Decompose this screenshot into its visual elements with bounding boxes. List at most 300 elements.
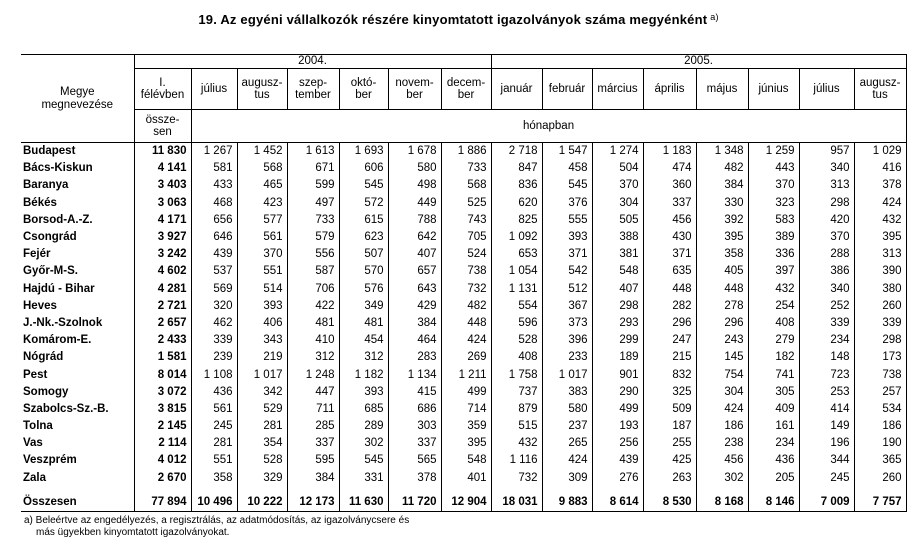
month-value: 448 [441, 315, 491, 332]
month-value: 1 452 [237, 143, 287, 161]
month-value: 390 [854, 263, 906, 280]
month-value: 1 017 [542, 366, 592, 383]
month-value: 596 [491, 315, 542, 332]
month-total: 8 146 [748, 487, 799, 512]
month-value: 1 054 [491, 263, 542, 280]
month-value: 514 [237, 281, 287, 298]
month-value: 337 [287, 435, 339, 452]
county-name: Budapest [23, 145, 76, 158]
month-value: 548 [592, 263, 643, 280]
month-value: 1 248 [287, 366, 339, 383]
county-name: Szabolcs-Sz.-B. [23, 402, 109, 415]
month-value: 439 [592, 452, 643, 469]
month-value: 309 [542, 470, 592, 487]
month-value: 1 758 [491, 366, 542, 383]
month-value: 576 [339, 281, 388, 298]
month-value: 302 [339, 435, 388, 452]
month-value: 741 [748, 366, 799, 383]
month-value: 524 [441, 246, 491, 263]
month-value: 253 [799, 384, 854, 401]
table-row [21, 263, 906, 280]
month-value: 534 [854, 401, 906, 418]
county-name: Fejér [23, 248, 51, 261]
month-value: 296 [696, 315, 748, 332]
month-value: 481 [287, 315, 339, 332]
county-name: Csongrád [23, 231, 77, 244]
county-name: Baranya [23, 179, 69, 192]
month-value: 705 [441, 229, 491, 246]
month-value: 577 [237, 212, 287, 229]
half-year-total: 3 072 [134, 384, 191, 401]
half-year-total: 3 927 [134, 229, 191, 246]
month-value: 260 [854, 470, 906, 487]
month-value: 499 [441, 384, 491, 401]
month-header [799, 69, 854, 110]
month-total: 7 757 [854, 487, 906, 512]
month-value: 711 [287, 401, 339, 418]
month-value: 436 [191, 384, 237, 401]
month-value: 468 [191, 195, 237, 212]
table-body [21, 55, 906, 512]
month-value: 186 [854, 418, 906, 435]
month-value: 482 [441, 298, 491, 315]
month-value: 424 [854, 195, 906, 212]
data-table [21, 54, 907, 512]
month-value: 443 [748, 160, 799, 177]
month-value: 395 [441, 435, 491, 452]
month-total: 8 614 [592, 487, 643, 512]
month-value: 278 [696, 298, 748, 315]
month-value: 635 [643, 263, 696, 280]
month-value: 529 [237, 401, 287, 418]
month-value: 449 [388, 195, 441, 212]
month-value: 548 [441, 452, 491, 469]
month-total: 11 720 [388, 487, 441, 512]
month-value: 337 [643, 195, 696, 212]
month-value: 512 [542, 281, 592, 298]
month-value: 416 [854, 160, 906, 177]
month-value: 219 [237, 349, 287, 366]
month-value: 901 [592, 366, 643, 383]
month-value: 149 [799, 418, 854, 435]
month-value: 233 [542, 349, 592, 366]
month-header [592, 69, 643, 110]
county-header [21, 55, 134, 143]
county-name: Komárom-E. [23, 334, 92, 347]
month-value: 186 [696, 418, 748, 435]
footnote-line-2: más ügyekben kinyomtatott igazolványokat. [36, 527, 230, 538]
month-value: 406 [237, 315, 287, 332]
total-row-label: Összesen [21, 487, 134, 512]
month-value: 545 [339, 452, 388, 469]
month-value: 305 [748, 384, 799, 401]
half-year-header [134, 69, 191, 110]
month-value: 342 [237, 384, 287, 401]
month-value: 381 [592, 246, 643, 263]
month-value: 370 [748, 177, 799, 194]
month-value: 424 [696, 401, 748, 418]
month-value: 1 267 [191, 143, 237, 161]
month-value: 370 [799, 229, 854, 246]
month-value: 290 [592, 384, 643, 401]
month-value: 425 [643, 452, 696, 469]
month-value: 337 [388, 435, 441, 452]
month-value: 436 [748, 452, 799, 469]
month-value: 395 [696, 229, 748, 246]
month-value: 606 [339, 160, 388, 177]
month-value: 561 [237, 229, 287, 246]
month-value: 397 [748, 263, 799, 280]
month-total: 12 904 [441, 487, 491, 512]
month-value: 424 [542, 452, 592, 469]
table-title [0, 12, 917, 27]
month-value: 393 [542, 229, 592, 246]
month-value: 439 [191, 246, 237, 263]
month-header [643, 69, 696, 110]
month-value: 360 [643, 177, 696, 194]
month-value: 1 116 [491, 452, 542, 469]
month-header-line-1: július [200, 83, 228, 95]
county-name: Tolna [23, 420, 53, 433]
month-header [287, 69, 339, 110]
month-value: 383 [542, 384, 592, 401]
month-value: 288 [799, 246, 854, 263]
half-year-total: 3 403 [134, 177, 191, 194]
month-value: 551 [237, 263, 287, 280]
month-value: 393 [339, 384, 388, 401]
month-value: 879 [491, 401, 542, 418]
month-value: 234 [748, 435, 799, 452]
month-value: 408 [748, 315, 799, 332]
county-name: Somogy [23, 385, 69, 398]
month-value: 392 [696, 212, 748, 229]
month-value: 581 [191, 160, 237, 177]
month-value: 187 [643, 418, 696, 435]
month-value: 243 [696, 332, 748, 349]
month-value: 568 [237, 160, 287, 177]
month-value: 474 [643, 160, 696, 177]
month-value: 414 [799, 401, 854, 418]
month-total: 7 009 [799, 487, 854, 512]
month-value: 276 [592, 470, 643, 487]
month-value: 303 [388, 418, 441, 435]
month-value: 384 [696, 177, 748, 194]
month-value: 1 348 [696, 143, 748, 161]
month-value: 1 693 [339, 143, 388, 161]
month-value: 298 [854, 332, 906, 349]
month-value: 354 [237, 435, 287, 452]
month-header-line-1: július [813, 83, 840, 95]
month-value: 182 [748, 349, 799, 366]
month-value: 1 211 [441, 366, 491, 383]
month-value: 429 [388, 298, 441, 315]
month-header-line-2: tus [254, 89, 270, 101]
month-value: 263 [643, 470, 696, 487]
table-row [21, 195, 906, 212]
month-value: 358 [696, 246, 748, 263]
month-value: 190 [854, 435, 906, 452]
month-value: 1 131 [491, 281, 542, 298]
month-value: 1 108 [191, 366, 237, 383]
month-header-line-1: decem- [446, 77, 486, 89]
month-total: 10 496 [191, 487, 237, 512]
month-value: 599 [287, 177, 339, 194]
month-value: 336 [748, 246, 799, 263]
half-year-total: 4 012 [134, 452, 191, 469]
month-value: 359 [441, 418, 491, 435]
half-year-line-2: félévben [140, 89, 185, 101]
month-value: 1 886 [441, 143, 491, 161]
half-year-total: 8 014 [134, 366, 191, 383]
month-value: 587 [287, 263, 339, 280]
month-value: 279 [748, 332, 799, 349]
month-value: 329 [237, 470, 287, 487]
county-name: Heves [23, 299, 57, 312]
table-row [21, 298, 906, 315]
month-header-line-1: január [500, 83, 533, 95]
month-value: 173 [854, 349, 906, 366]
county-name: Borsod-A.-Z. [23, 213, 93, 226]
month-value: 378 [854, 177, 906, 194]
month-value: 528 [491, 332, 542, 349]
month-value: 2 718 [491, 143, 542, 161]
month-value: 737 [491, 384, 542, 401]
month-value: 623 [339, 229, 388, 246]
month-value: 465 [237, 177, 287, 194]
county-name: Győr-M-S. [23, 265, 78, 278]
month-value: 234 [799, 332, 854, 349]
month-value: 504 [592, 160, 643, 177]
month-value: 378 [388, 470, 441, 487]
month-value: 1 182 [339, 366, 388, 383]
month-value: 312 [339, 349, 388, 366]
month-value: 237 [542, 418, 592, 435]
month-value: 304 [592, 195, 643, 212]
month-value: 298 [799, 195, 854, 212]
month-value: 422 [287, 298, 339, 315]
month-value: 371 [643, 246, 696, 263]
table-row [21, 160, 906, 177]
month-header-line-2: ber [355, 89, 372, 101]
month-value: 686 [388, 401, 441, 418]
month-value: 343 [237, 332, 287, 349]
month-value: 370 [237, 246, 287, 263]
month-value: 161 [748, 418, 799, 435]
month-value: 331 [339, 470, 388, 487]
table-row [21, 212, 906, 229]
month-value: 580 [542, 401, 592, 418]
month-value: 367 [542, 298, 592, 315]
month-value: 462 [191, 315, 237, 332]
table-row [21, 229, 906, 246]
month-header [854, 69, 906, 110]
half-year-total: 4 141 [134, 160, 191, 177]
month-total: 9 883 [542, 487, 592, 512]
county-name: Zala [23, 471, 47, 484]
month-header-line-1: június [758, 83, 789, 95]
table-row [21, 143, 906, 161]
table-row [21, 177, 906, 194]
month-value: 269 [441, 349, 491, 366]
month-header-line-2: tember [295, 89, 331, 101]
month-value: 298 [592, 298, 643, 315]
month-value: 373 [542, 315, 592, 332]
month-value: 245 [191, 418, 237, 435]
month-value: 646 [191, 229, 237, 246]
month-header-line-2: tus [872, 89, 888, 101]
half-year-total: 4 171 [134, 212, 191, 229]
month-value: 1 017 [237, 366, 287, 383]
month-value: 671 [287, 160, 339, 177]
month-header [748, 69, 799, 110]
month-value: 349 [339, 298, 388, 315]
half-year-total: 2 433 [134, 332, 191, 349]
month-header [388, 69, 441, 110]
table-row [21, 332, 906, 349]
title-text: 19. Az egyéni vállalkozók részére kinyomtatott igazolványok száma megyénként [198, 12, 708, 27]
table-row [21, 435, 906, 452]
county-name: Nógrád [23, 351, 64, 364]
month-value: 148 [799, 349, 854, 366]
month-value: 738 [441, 263, 491, 280]
half-year-total: 2 114 [134, 435, 191, 452]
month-value: 323 [748, 195, 799, 212]
month-value: 256 [592, 435, 643, 452]
half-year-total: 2 670 [134, 470, 191, 487]
month-value: 285 [287, 418, 339, 435]
month-value: 580 [388, 160, 441, 177]
month-value: 420 [799, 212, 854, 229]
month-value: 254 [748, 298, 799, 315]
month-value: 365 [854, 452, 906, 469]
month-value: 293 [592, 315, 643, 332]
month-header [542, 69, 592, 110]
month-value: 1 259 [748, 143, 799, 161]
half-year-total: 2 721 [134, 298, 191, 315]
table-row [21, 452, 906, 469]
month-value: 384 [388, 315, 441, 332]
month-value: 433 [191, 177, 237, 194]
month-value: 344 [799, 452, 854, 469]
table-row [21, 246, 906, 263]
month-value: 245 [799, 470, 854, 487]
month-value: 432 [491, 435, 542, 452]
month-value: 447 [287, 384, 339, 401]
half-year-total: 2 657 [134, 315, 191, 332]
half-year-total: 3 815 [134, 401, 191, 418]
month-value: 313 [799, 177, 854, 194]
month-value: 1 613 [287, 143, 339, 161]
month-value: 561 [191, 401, 237, 418]
month-value: 615 [339, 212, 388, 229]
month-value: 836 [491, 177, 542, 194]
table-row [21, 401, 906, 418]
month-value: 407 [592, 281, 643, 298]
half-year-total: 4 281 [134, 281, 191, 298]
month-value: 260 [854, 298, 906, 315]
half-year-total: 3 063 [134, 195, 191, 212]
county-name: Békés [23, 196, 57, 209]
month-value: 788 [388, 212, 441, 229]
county-name: Vas [23, 437, 43, 450]
month-value: 339 [854, 315, 906, 332]
month-value: 409 [748, 401, 799, 418]
month-value: 542 [542, 263, 592, 280]
month-value: 497 [287, 195, 339, 212]
month-value: 370 [592, 177, 643, 194]
table-row [21, 384, 906, 401]
month-header [339, 69, 388, 110]
month-value: 733 [287, 212, 339, 229]
half-year-total: 1 581 [134, 349, 191, 366]
month-total: 8 530 [643, 487, 696, 512]
county-name: Hajdú - Bihar [23, 282, 95, 295]
month-value: 620 [491, 195, 542, 212]
month-value: 642 [388, 229, 441, 246]
month-value: 1 183 [643, 143, 696, 161]
month-total: 11 630 [339, 487, 388, 512]
month-value: 339 [799, 315, 854, 332]
month-value: 405 [696, 263, 748, 280]
month-total: 12 173 [287, 487, 339, 512]
month-value: 432 [748, 281, 799, 298]
month-value: 656 [191, 212, 237, 229]
month-value: 556 [287, 246, 339, 263]
month-value: 505 [592, 212, 643, 229]
half-year-total: 3 242 [134, 246, 191, 263]
month-value: 312 [287, 349, 339, 366]
month-value: 401 [441, 470, 491, 487]
table-row [21, 366, 906, 383]
month-value: 255 [643, 435, 696, 452]
month-value: 554 [491, 298, 542, 315]
month-value: 384 [287, 470, 339, 487]
month-value: 1 678 [388, 143, 441, 161]
county-name: J.-Nk.-Szolnok [23, 316, 103, 329]
month-header-line-1: októ- [350, 77, 377, 89]
month-value: 330 [696, 195, 748, 212]
month-header-line-2: ber [457, 89, 475, 101]
month-value: 289 [339, 418, 388, 435]
month-value: 408 [491, 349, 542, 366]
year-2004-header: 2004. [134, 55, 491, 69]
month-header-line-1: április [654, 83, 685, 95]
month-header-line-1: novem- [395, 77, 434, 89]
month-value: 371 [542, 246, 592, 263]
month-value: 388 [592, 229, 643, 246]
month-value: 847 [491, 160, 542, 177]
month-value: 456 [696, 452, 748, 469]
total-header-line-2: sen [153, 126, 172, 138]
month-value: 389 [748, 229, 799, 246]
month-value: 653 [491, 246, 542, 263]
month-value: 464 [388, 332, 441, 349]
half-year-line-1: I. [159, 77, 166, 89]
month-header [191, 69, 237, 110]
month-value: 825 [491, 212, 542, 229]
month-value: 723 [799, 366, 854, 383]
month-value: 456 [643, 212, 696, 229]
month-value: 339 [191, 332, 237, 349]
month-value: 299 [592, 332, 643, 349]
month-value: 545 [339, 177, 388, 194]
month-value: 257 [854, 384, 906, 401]
month-value: 551 [191, 452, 237, 469]
table-row [21, 281, 906, 298]
month-value: 395 [854, 229, 906, 246]
month-value: 732 [441, 281, 491, 298]
month-value: 340 [799, 281, 854, 298]
